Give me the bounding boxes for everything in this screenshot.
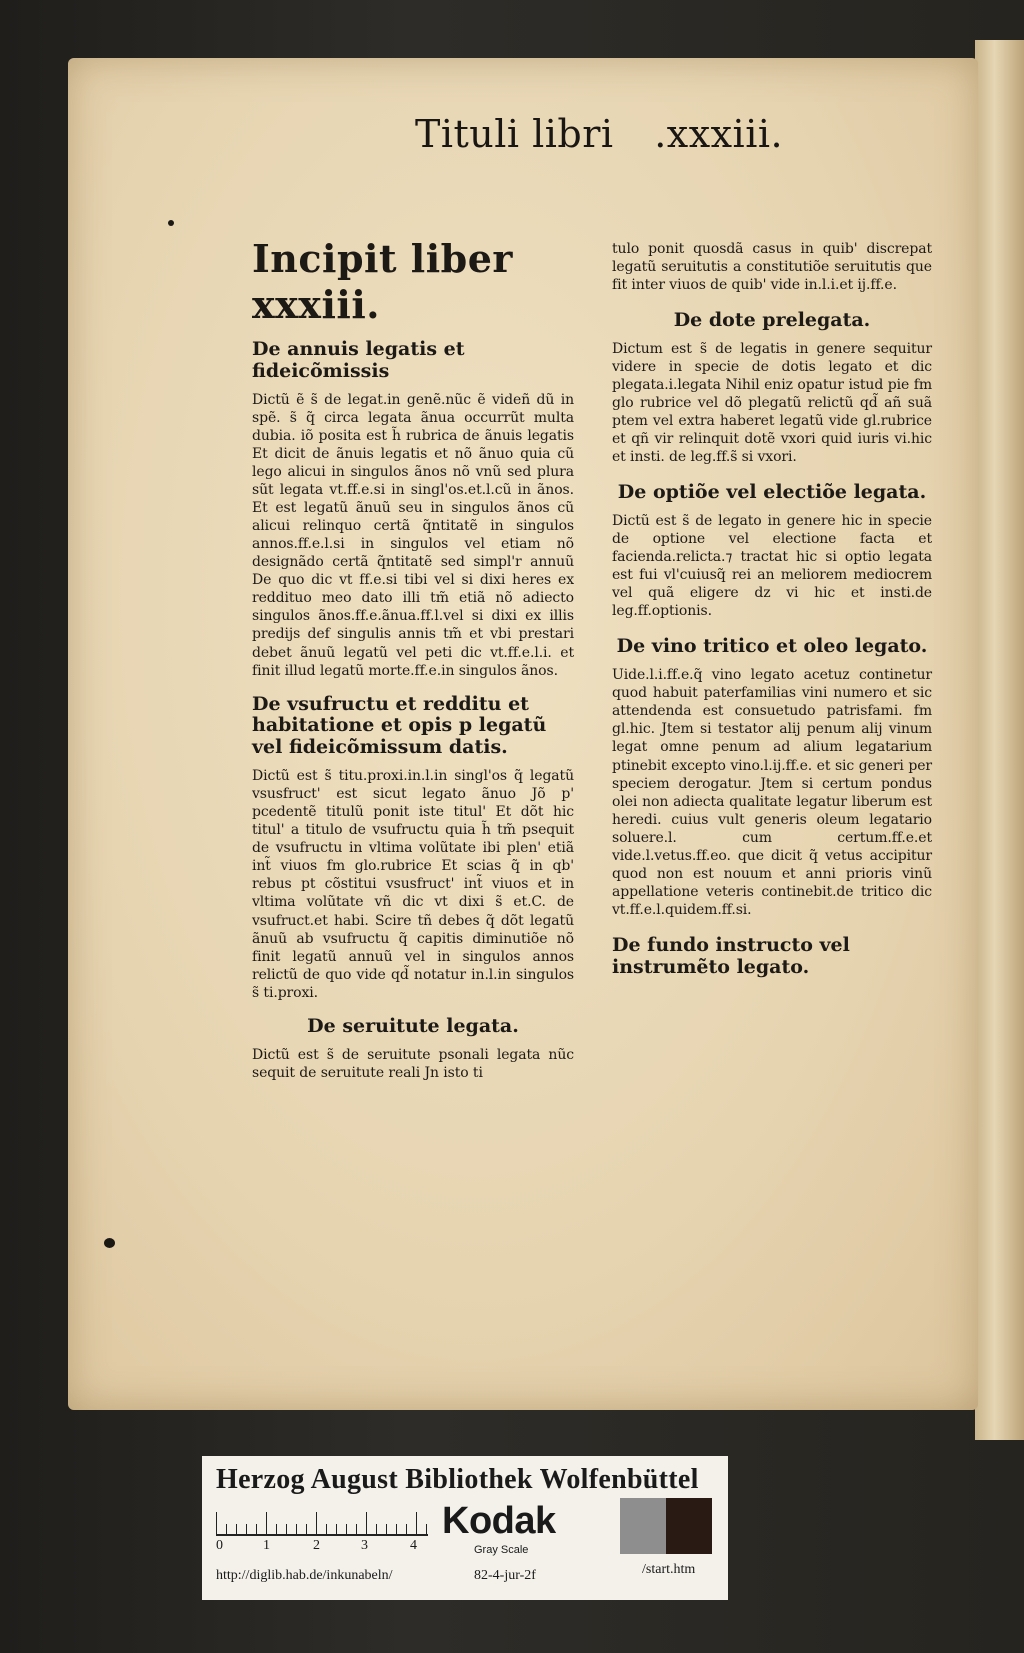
scale-ruler (216, 1508, 428, 1536)
section-rubric: De annuis legatis et fideicõmissis (252, 338, 465, 383)
section-text: Dictum est s̃ de legatis in genere sequitur videre in specie de dotis legato et dic plegata.i.legata Nihil eniz opatur istud pie fm glo rubrice vel dõ plegatũ relictũ qd̃ añ suã ptem vel extra haberet legatũ vide gl.rubrice et qñ vir relinquit dotẽ vxori quid iuris vi.hic et insti. de leg.ff.s̃ si vxori. (612, 340, 932, 466)
ruler-tick (336, 1524, 337, 1534)
ruler-tick (376, 1524, 377, 1534)
ruler-tick (256, 1524, 257, 1534)
ink-spot (104, 1238, 115, 1248)
ruler-tick (346, 1524, 347, 1534)
library-name: Herzog August Bibliothek Wolfenbüttel (216, 1464, 699, 1495)
ruler-tick (226, 1524, 227, 1534)
library-label-card (202, 1456, 728, 1600)
section-rubric: De vino tritico et oleo legato. (616, 635, 928, 658)
gray-patch-mid (620, 1498, 666, 1554)
ruler-tick (216, 1512, 217, 1534)
section-rubric: De optiõe vel electiõe legata. (617, 481, 927, 504)
ruler-tick (316, 1512, 317, 1534)
ruler-tick (266, 1512, 267, 1534)
ruler-tick (306, 1524, 307, 1534)
section-rubric: De vsufructu et redditu et habitatione et opis p legatũ vel fideicõmissum datis. (252, 692, 547, 759)
ruler-tick (366, 1512, 367, 1534)
ruler-tick (386, 1524, 387, 1534)
ruler-tick (396, 1524, 397, 1534)
ruler-tick (406, 1524, 407, 1534)
ruler-numbers (216, 1538, 446, 1556)
section-text: Dictũ est s̃ de legato in genere hic in specie de optione vel electione facta et facienda.relicta.⁊ tractat hic si optio legata est fui vl'cuiusq̃ rei an meliorem mediocrem vel quã eligere dz vi hic et insti.de leg.ff.optionis. (612, 513, 932, 620)
section-rubric: De fundo instructo vel instrumẽto legato. (612, 933, 850, 978)
ink-spot (168, 220, 174, 226)
gray-scale-caption: Gray Scale (474, 1544, 529, 1556)
ruler-tick (326, 1524, 327, 1534)
ruler-tick (276, 1524, 277, 1534)
running-head (415, 112, 783, 156)
section-text: Dictũ est s̃ de seruitute psonali legata nũc sequit de seruitute reali Jn isto ti (252, 1046, 574, 1081)
section-text: Dictũ ẽ s̃ de legat.in genẽ.nũc ẽ videñ dũ in spẽ. s̃ q̃ circa legata ãnua occurrũt multa dubia. iõ posita est h̃ rubrica de ãnuis legatis Et dicit de ãnuis legatis et nõ ãnuo quia cũ lego alicui in singulos ãnos nõ vnũ sed plura sũt legata vt.ff.e.si in singl'os.et.l.cũ in ãnos. Et est legatũ ãnuũ seu in singulos ãnos cũ alicui relinquo certã q̃ntitatẽ in singulos annos.ff.e.l.si in singulos vel etiam nõ designãdo certã q̃ntitatẽ sed simpl'r annuũ De quo dic vt ff.e.si tibi vel si dixi heres ex reddituo meo dato illi tm̃ etiã nõ adiecto singulos ãnos.ff.e.ãnua.ff.l.vel si dixi ex illis predijs def singulis annis tm̃ et vbi prestari debet ãnuũ legatũ vel peti dic vt.ff.e.l.i. et finit illud legatũ morte.ff.e.in singulos ãnos. (252, 391, 574, 679)
left-column (252, 236, 574, 1082)
ruler-tick (296, 1524, 297, 1534)
ruler-tick (356, 1524, 357, 1534)
right-column (612, 240, 932, 987)
ruler-tick (236, 1524, 237, 1534)
running-head-title: Tituli libri (415, 112, 614, 156)
shelfmark: 82-4-jur-2f (474, 1568, 536, 1583)
ruler-tick (246, 1524, 247, 1534)
ruler-number: 2 (313, 1538, 320, 1553)
section-rubric: De seruitute legata. (307, 1014, 519, 1037)
facing-page-edge (975, 40, 1024, 1440)
ruler-tick (426, 1524, 427, 1534)
section-text: Uide.l.i.ff.e.q̃ vino legato acetuz continetur quod habuit paterfamilias vini numero et sic attendenda est consuetudo patrisfami. fm gl.hic. Jtem si testator alij penum alij vinum legat omne penum ad alium legatarium ptinebit excepto vino.l.ij.ff.e. et sic generi per speciem derogatur. Jtem si certum pondus olei non adiecta qualitate legatur liberum est heredi. cuius vult generis oleum legatario soluere.l. cum certum.ff.e.et vide.l.vetus.ff.eo. que dicit q̃ vetus accipitur quod non est nouum et anni prioris vinũ appellatione veteris continebit.de tritico dic vt.ff.e.l.quidem.ff.si. (612, 667, 932, 918)
folio-number: .xxxiii. (654, 112, 784, 156)
ruler-number: 3 (361, 1538, 368, 1553)
digital-library-url: http://diglib.hab.de/inkunabeln/ (216, 1568, 393, 1583)
start-page: /start.htm (642, 1562, 696, 1577)
section-rubric: De dote prelegata. (673, 309, 871, 332)
ruler-number: 4 (410, 1538, 417, 1553)
gray-patch-dark (666, 1498, 712, 1554)
ruler-tick (416, 1512, 417, 1534)
kodak-logo: Kodak (442, 1500, 556, 1542)
ruler-number: 1 (263, 1538, 270, 1553)
incipit-heading: Incipit liber xxxiii. (252, 236, 513, 327)
continued-text: tulo ponit quosdã casus in quib' discrepat legatũ seruitutis a constitutiõe seruitutis que fit inter viuos de quib' vide in.l.i.et ij.ff.e. (612, 241, 932, 294)
ruler-tick (286, 1524, 287, 1534)
section-text: Dictũ est s̃ titu.proxi.in.l.in singl'os q̃ legatũ vsusfruct' est sicut legato ãnuo Jõ p' pcedentẽ titulũ ponit iste titul' Et dõt hic titul' a titulo de vsufructu quia h̃ tm̃ psequit de vsufructu in vltima volũtate ibi plen' etiã int̃ viuos fm glo.rubrice Et scias q̃ in qb' rebus pt cõstitui vsusfruct' int̃ viuos et in vltima volũtate vñ dic vt dixi s̃ et.C. de vsufruct.et habi. Scire tñ debes q̃ dõt legatũ ãnuũ ab vsufructu q̃ capitis diminutiõe nõ finit legatũ annuũ vel in singulos annos relictũ de quo vide qd̃ notatur in.l.in singulos s̃ ti.proxi. (252, 768, 574, 1001)
ruler-number: 0 (216, 1538, 223, 1553)
